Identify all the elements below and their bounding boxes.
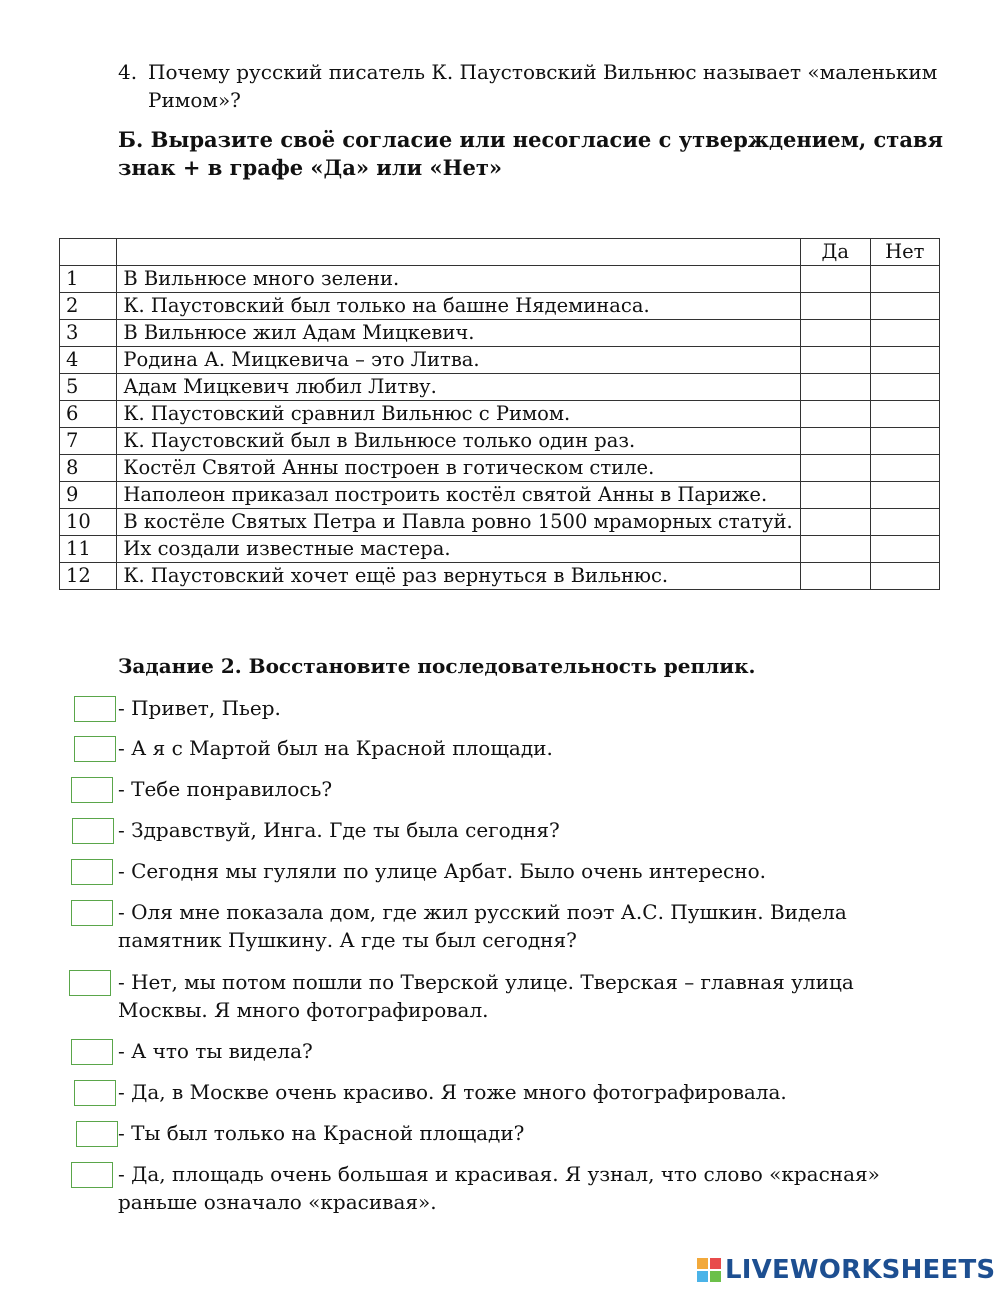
table-row [60, 293, 940, 320]
row-statement: В Вильнюсе много зелени. [117, 266, 801, 293]
answer-yes-cell[interactable] [801, 536, 870, 563]
row-number: 1 [60, 266, 117, 293]
true-false-table [59, 238, 940, 590]
order-input-box[interactable] [71, 1039, 113, 1065]
answer-yes-cell[interactable] [801, 428, 870, 455]
row-statement: В костёле Святых Петра и Павла ровно 1500 мраморных статуй. [117, 509, 801, 536]
reply-text: - Да, в Москве очень красиво. Я тоже много фотографировала. [118, 1080, 787, 1104]
question-4-text: Почему русский писатель К. Паустовский Вильнюс называет «маленьким Римом»? [148, 60, 938, 112]
answer-no-cell[interactable] [870, 320, 939, 347]
order-input-box[interactable] [71, 1162, 113, 1188]
row-statement: К. Паустовский был в Вильнюсе только один раз. [117, 428, 801, 455]
reply-text: - Сегодня мы гуляли по улице Арбат. Было очень интересно. [118, 859, 766, 883]
answer-yes-cell[interactable] [801, 347, 870, 374]
row-number: 8 [60, 455, 117, 482]
row-number: 6 [60, 401, 117, 428]
table-row [60, 455, 940, 482]
row-number: 4 [60, 347, 117, 374]
header-yes: Да [801, 239, 870, 266]
table-row [60, 320, 940, 347]
question-4-number: 4. [118, 60, 138, 84]
table-row [60, 563, 940, 590]
table-row [60, 266, 940, 293]
answer-yes-cell[interactable] [801, 266, 870, 293]
answer-no-cell[interactable] [870, 266, 939, 293]
logo-block [710, 1271, 721, 1282]
row-number: 12 [60, 563, 117, 590]
row-statement: К. Паустовский был только на башне Нядеминаса. [117, 293, 801, 320]
order-input-box[interactable] [76, 1121, 118, 1147]
table-row [60, 428, 940, 455]
row-number: 10 [60, 509, 117, 536]
row-statement: Родина А. Мицкевича – это Литва. [117, 347, 801, 374]
section-b-title: Б. Выразите своё согласие или несогласие с утверждением, ставя знак + в графе «Да» или «Нет» [118, 127, 944, 180]
logo-block [710, 1258, 721, 1269]
reply-text: - Привет, Пьер. [118, 696, 281, 720]
header-statement [117, 239, 801, 266]
answer-no-cell[interactable] [870, 482, 939, 509]
answer-no-cell[interactable] [870, 509, 939, 536]
row-number: 7 [60, 428, 117, 455]
answer-no-cell[interactable] [870, 563, 939, 590]
row-statement: К. Паустовский хочет ещё раз вернуться в Вильнюс. [117, 563, 801, 590]
header-no: Нет [870, 239, 939, 266]
row-number: 9 [60, 482, 117, 509]
table-row [60, 536, 940, 563]
answer-yes-cell[interactable] [801, 482, 870, 509]
reply-text: - А что ты видела? [118, 1039, 313, 1063]
task-2-title: Задание 2. Восстановите последовательность реплик. [118, 654, 756, 678]
row-number: 2 [60, 293, 117, 320]
order-input-box[interactable] [72, 818, 114, 844]
row-statement: Адам Мицкевич любил Литву. [117, 374, 801, 401]
answer-yes-cell[interactable] [801, 293, 870, 320]
reply-text: - Нет, мы потом пошли по Тверской улице. Тверская – главная улица Москвы. Я много фотографировал. [118, 970, 854, 1022]
reply-text: - Ты был только на Красной площади? [118, 1121, 525, 1145]
order-input-box[interactable] [74, 736, 116, 762]
answer-no-cell[interactable] [870, 293, 939, 320]
logo-blocks-icon [697, 1258, 721, 1282]
table-row [60, 482, 940, 509]
table-row [60, 347, 940, 374]
reply-text: - Оля мне показала дом, где жил русский поэт А.С. Пушкин. Видела памятник Пушкину. А где ты был сегодня? [118, 900, 847, 952]
reply-text: - Да, площадь очень большая и красивая. Я узнал, что слово «красная» раньше означало «красивая». [118, 1162, 880, 1214]
reply-text: - Здравствуй, Инга. Где ты была сегодня? [118, 818, 560, 842]
table-row [60, 509, 940, 536]
row-number: 5 [60, 374, 117, 401]
reply-text: - А я с Мартой был на Красной площади. [118, 736, 553, 760]
header-num [60, 239, 117, 266]
table-header-row [60, 239, 940, 266]
order-input-box[interactable] [71, 777, 113, 803]
row-number: 3 [60, 320, 117, 347]
order-input-box[interactable] [71, 859, 113, 885]
answer-yes-cell[interactable] [801, 401, 870, 428]
logo-block [697, 1271, 708, 1282]
answer-no-cell[interactable] [870, 347, 939, 374]
answer-yes-cell[interactable] [801, 320, 870, 347]
table-row [60, 374, 940, 401]
question-4 [118, 58, 958, 114]
order-input-box[interactable] [69, 970, 111, 996]
row-statement: Костёл Святой Анны построен в готическом стиле. [117, 455, 801, 482]
logo-text: LIVEWORKSHEETS [725, 1255, 996, 1285]
row-statement: Их создали известные мастера. [117, 536, 801, 563]
answer-no-cell[interactable] [870, 374, 939, 401]
table-row [60, 401, 940, 428]
answer-no-cell[interactable] [870, 428, 939, 455]
order-input-box[interactable] [71, 900, 113, 926]
answer-no-cell[interactable] [870, 401, 939, 428]
row-statement: К. Паустовский сравнил Вильнюс с Римом. [117, 401, 801, 428]
answer-yes-cell[interactable] [801, 455, 870, 482]
order-input-box[interactable] [74, 1080, 116, 1106]
row-number: 11 [60, 536, 117, 563]
row-statement: Наполеон приказал построить костёл святой Анны в Париже. [117, 482, 801, 509]
answer-yes-cell[interactable] [801, 509, 870, 536]
answer-no-cell[interactable] [870, 536, 939, 563]
reply-text: - Тебе понравилось? [118, 777, 333, 801]
liveworksheets-logo [697, 1255, 995, 1285]
answer-yes-cell[interactable] [801, 374, 870, 401]
answer-yes-cell[interactable] [801, 563, 870, 590]
logo-block [697, 1258, 708, 1269]
order-input-box[interactable] [74, 696, 116, 722]
answer-no-cell[interactable] [870, 455, 939, 482]
row-statement: В Вильнюсе жил Адам Мицкевич. [117, 320, 801, 347]
